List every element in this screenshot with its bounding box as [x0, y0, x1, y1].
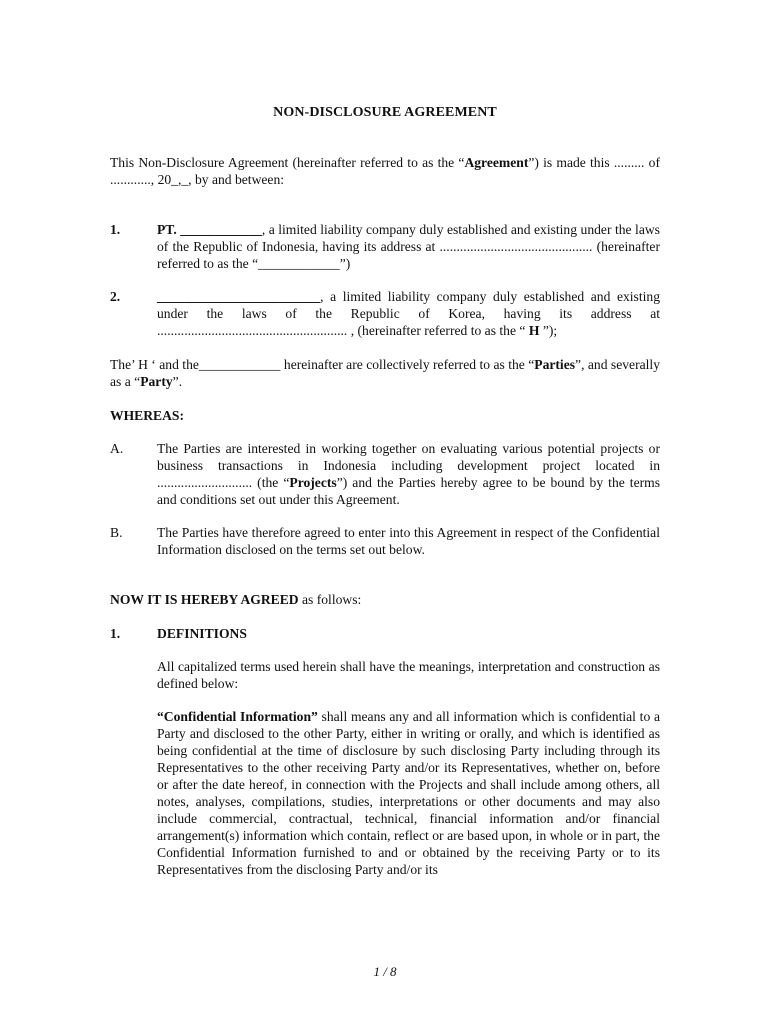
party-2-clause: 2. ________________________, a limited liability company duly established and existing under the laws of the Republic of Korea, having its address at ........................................................ , (hereinafter referred to as the “ H ”); — [110, 289, 660, 338]
whereas-heading: WHEREAS: — [110, 408, 185, 423]
parties-clause: The’ H ‘ and the____________ hereinafter are collectively referred to as the “Parties”, and severally as a “Party”. — [110, 357, 660, 389]
party-1-name: PT. ____________ — [157, 222, 262, 237]
now-agreed-line: NOW IT IS HEREBY AGREED as follows: — [110, 592, 362, 607]
definitions-intro: All capitalized terms used herein shall have the meanings, interpretation and construction as defined below: — [157, 659, 660, 691]
section-1-title: DEFINITIONS — [157, 626, 247, 641]
agreement-term: Agreement — [464, 155, 529, 170]
confidential-information-term: “Confidential Information” — [157, 709, 318, 724]
party-1-clause: 1. PT. ____________, a limited liability company duly established and existing under the laws of the Republic of Indonesia, having its address at ............................................. (hereinafter referred to as the “____________”) — [110, 222, 660, 271]
party-term: Party — [140, 374, 173, 389]
page-number: 1 / 8 — [373, 964, 397, 979]
intro-paragraph: This Non-Disclosure Agreement (hereinafter referred to as the “Agreement”) is made this ......... of ............, 20_,_, by and between: — [110, 155, 660, 187]
document-title: NON-DISCLOSURE AGREEMENT — [273, 105, 497, 120]
party-1-reference: ____________ — [258, 256, 340, 271]
party-1-number: 1. — [110, 222, 121, 237]
recital-b-letter: B. — [110, 525, 123, 540]
confidential-information-definition: “Confidential Information” shall means any and all information which is confidential to a Party and disclosed to the other Party, either in writing or orally, and which is identified as being confidential at the time of disclosure by such disclosing Party including through its Representatives to the other receiving Party and/or its Representatives, whether on, before or after the date hereof, in connection with the Projects and shall include among others, all notes, analyses, compilations, studies, interpretations or other documents and may also include commercial, contractual, technical, financial information and/or financial arrangement(s) information which contain, reflect or are based upon, in whole or in part, the Confidential Information furnished to and or obtained by the receiving Party or to its Representatives from the disclosing Party and/or its — [157, 709, 661, 877]
parties-term: Parties — [534, 357, 576, 372]
recital-a-letter: A. — [110, 441, 124, 456]
recital-a: A. The Parties are interested in working together on evaluating various potential projects or business transactions in Indonesia including development project located in ............................ (the “Projects”) and the Parties hereby agree to be bound by the terms and conditions set out under this Agreement. — [110, 441, 661, 507]
recital-b: B. The Parties have therefore agreed to enter into this Agreement in respect of the Confidential Information disclosed on the terms set out below. — [110, 525, 660, 557]
projects-term: Projects — [289, 475, 337, 490]
section-1-number: 1. — [110, 626, 121, 641]
party-2-number: 2. — [110, 289, 121, 304]
party-2-name: ________________________ — [157, 289, 321, 304]
party-2-reference: H — [528, 323, 540, 338]
